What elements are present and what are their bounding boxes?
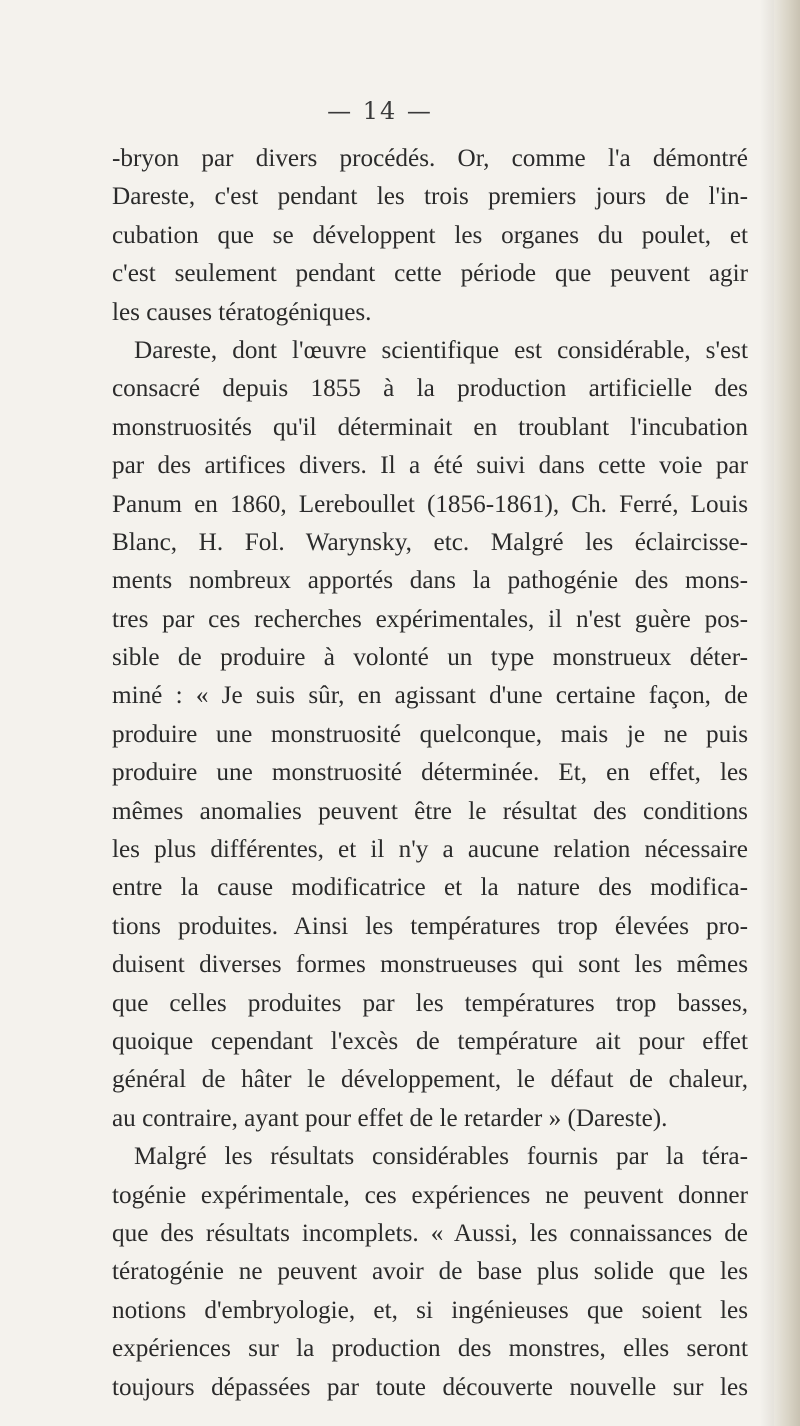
text-line: consacré depuis 1855 à la production artificielle des — [112, 375, 748, 403]
body-text — [112, 140, 748, 1407]
text-line: tres par ces recherches expérimentales, il n'est guère pos- — [112, 605, 748, 633]
text-line: Dareste, c'est pendant les trois premiers jours de l'in- — [112, 183, 748, 211]
text-line: par des artifices divers. Il a été suivi dans cette voie par — [112, 452, 748, 480]
text-line: produire une monstruosité déterminée. Et, en effet, les — [112, 759, 748, 787]
text-line: produire une monstruosité quelconque, mais je ne puis — [112, 720, 748, 748]
text-line: entre la cause modificatrice et la nature des modifica- — [112, 874, 748, 902]
text-line: cubation que se développent les organes du poulet, et — [112, 221, 748, 249]
text-line: c'est seulement pendant cette période que peuvent agir — [112, 260, 748, 288]
text-line: les plus différentes, et il n'y a aucune relation nécessaire — [112, 836, 748, 864]
text-line: Panum en 1860, Lereboullet (1856-1861), Ch. Ferré, Louis — [112, 490, 748, 518]
text-line: les causes tératogéniques. — [112, 298, 372, 326]
text-line: Dareste, dont l'œuvre scientifique est considérable, s'est — [134, 336, 748, 364]
text-line: général de hâter le développement, le défaut de chaleur, — [112, 1066, 748, 1094]
text-line: toujours dépassées par toute découverte nouvelle sur les — [112, 1373, 748, 1401]
text-line: mêmes anomalies peuvent être le résultat des conditions — [112, 797, 748, 825]
page-binding-edge — [774, 0, 800, 1426]
text-line: tions produites. Ainsi les températures trop élevées pro- — [112, 912, 748, 940]
binding-shadow — [760, 0, 774, 1426]
text-line: miné : « Je suis sûr, en agissant d'une certaine façon, de — [112, 682, 748, 710]
page-number: — 14 — — [327, 97, 433, 125]
text-line: Blanc, H. Fol. Warynsky, etc. Malgré les éclaircisse- — [112, 528, 748, 556]
text-line: ments nombreux apportés dans la pathogénie des mons- — [112, 567, 748, 595]
text-line: togénie expérimentale, ces expériences ne peuvent donner — [112, 1181, 748, 1209]
text-line: que des résultats incomplets. « Aussi, les connaissances de — [112, 1219, 748, 1247]
text-line: monstruosités qu'il déterminait en troublant l'incubation — [112, 413, 748, 441]
text-line: au contraire, ayant pour effet de le retarder » (Dareste). — [112, 1104, 668, 1132]
text-line: -bryon par divers procédés. Or, comme l'a démontré — [112, 145, 748, 172]
text-line: sible de produire à volonté un type monstrueux déter- — [112, 644, 748, 672]
text-line: que celles produites par les températures trop basses, — [112, 989, 748, 1017]
text-line: quoique cependant l'excès de température ait pour effet — [112, 1027, 748, 1055]
text-line: expériences sur la production des monstres, elles seront — [112, 1335, 748, 1363]
text-line: duisent diverses formes monstrueuses qui sont les mêmes — [112, 951, 748, 979]
text-line: tératogénie ne peuvent avoir de base plus solide que les — [112, 1258, 748, 1286]
text-line: Malgré les résultats considérables fournis par la téra- — [134, 1143, 748, 1171]
text-line: notions d'embryologie, et, si ingénieuses que soient les — [112, 1296, 748, 1324]
